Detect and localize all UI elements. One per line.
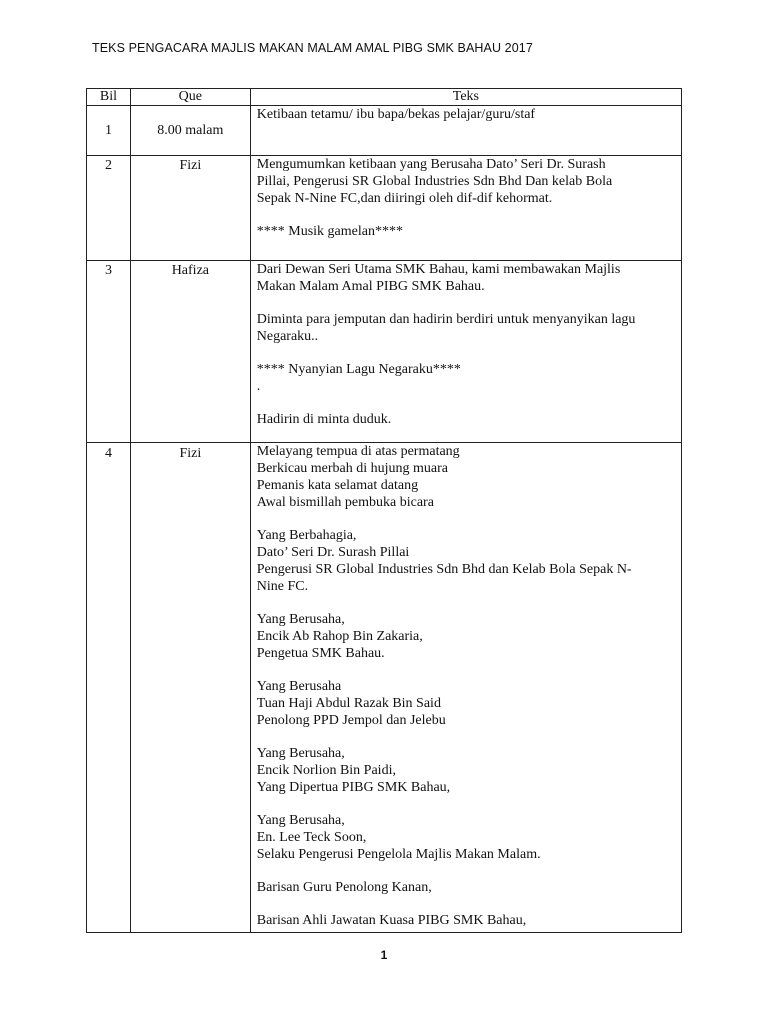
blank-line: [257, 796, 675, 812]
teks-cell: [250, 261, 681, 443]
que-cell: Fizi: [130, 156, 250, 261]
teks-line: Yang Berusaha,: [256, 612, 345, 627]
blank-line: [257, 729, 675, 745]
teks-line: Yang Berusaha,: [256, 746, 345, 761]
teks-cell: [250, 443, 681, 933]
teks-line: Barisan Guru Penolong Kanan,: [256, 880, 432, 895]
blank-line: [257, 662, 675, 678]
teks-line: Penolong PPD Jempol dan Jelebu: [256, 713, 446, 728]
bil-cell: 3: [87, 261, 131, 443]
teks-line: Sepak N-Nine FC,dan diiringi oleh dif-dif kehormat.: [256, 191, 553, 206]
table-row: [87, 443, 682, 933]
teks-line: Pengetua SMK Bahau.: [256, 646, 385, 661]
teks-line: Berkicau merbah di hujung muara: [256, 461, 449, 476]
teks-line: Hadirin di minta duduk.: [256, 412, 392, 427]
teks-line: Makan Malam Amal PIBG SMK Bahau.: [256, 279, 485, 294]
column-header-que: Que: [130, 89, 250, 106]
que-cell: 8.00 malam: [130, 106, 250, 156]
teks-line: Dato’ Seri Dr. Surash Pillai: [256, 545, 410, 560]
table-row: [87, 261, 682, 443]
teks-line: Yang Berusaha,: [256, 813, 345, 828]
teks-line: **** Nyanyian Lagu Negaraku****: [256, 362, 461, 377]
bil-cell: 1: [87, 106, 131, 156]
teks-line: Yang Berusaha: [256, 679, 342, 694]
teks-cell: [250, 156, 681, 261]
blank-line: [257, 863, 675, 879]
blank-line: [257, 595, 675, 611]
teks-line: Diminta para jemputan dan hadirin berdiri untuk menyanyikan lagu: [256, 312, 636, 327]
teks-line: .: [256, 379, 261, 394]
document-title: TEKS PENGACARA MAJLIS MAKAN MALAM AMAL PIBG SMK BAHAU 2017: [92, 41, 533, 55]
que-cell: Fizi: [130, 443, 250, 933]
blank-line: [257, 345, 675, 361]
blank-line: [257, 511, 675, 527]
bil-cell: 2: [87, 156, 131, 261]
teks-line: Dari Dewan Seri Utama SMK Bahau, kami membawakan Majlis: [256, 262, 621, 277]
table-row: [87, 106, 682, 156]
blank-line: [257, 295, 675, 311]
teks-line: Yang Dipertua PIBG SMK Bahau,: [256, 780, 451, 795]
column-header-bil: Bil: [87, 89, 131, 106]
que-cell: Hafiza: [130, 261, 250, 443]
teks-line: Mengumumkan ketibaan yang Berusaha Dato’ Seri Dr. Surash: [256, 157, 606, 172]
teks-line: Melayang tempua di atas permatang: [256, 444, 460, 459]
teks-line: Barisan Ahli Jawatan Kuasa PIBG SMK Bahau,: [256, 913, 527, 928]
teks-line: Tuan Haji Abdul Razak Bin Said: [256, 696, 441, 711]
bil-cell: 4: [87, 443, 131, 933]
teks-line: **** Musik gamelan****: [256, 224, 403, 239]
page-number: 1: [380, 948, 388, 962]
teks-line: Nine FC.: [256, 579, 309, 594]
teks-line: Awal bismillah pembuka bicara: [256, 495, 434, 510]
table-header-row: [87, 89, 682, 106]
script-table: [86, 88, 682, 933]
teks-line: Selaku Pengerusi Pengelola Majlis Makan Malam.: [256, 847, 541, 862]
teks-line: Yang Berbahagia,: [256, 528, 357, 543]
column-header-teks: Teks: [250, 89, 681, 106]
teks-line: Pemanis kata selamat datang: [256, 478, 419, 493]
teks-cell: [250, 106, 681, 156]
teks-line: Pillai, Pengerusi SR Global Industries Sdn Bhd Dan kelab Bola: [256, 174, 613, 189]
table-row: [87, 156, 682, 261]
teks-line: Encik Norlion Bin Paidi,: [256, 763, 396, 778]
teks-line: En. Lee Teck Soon,: [256, 830, 367, 845]
blank-line: [257, 395, 675, 411]
blank-line: [257, 896, 675, 912]
teks-line: Pengerusi SR Global Industries Sdn Bhd dan Kelab Bola Sepak N-: [256, 562, 632, 577]
teks-line: Ketibaan tetamu/ ibu bapa/bekas pelajar/guru/staf: [256, 107, 536, 122]
teks-line: Encik Ab Rahop Bin Zakaria,: [256, 629, 423, 644]
teks-line: Negaraku..: [256, 329, 319, 344]
blank-line: [257, 207, 675, 223]
